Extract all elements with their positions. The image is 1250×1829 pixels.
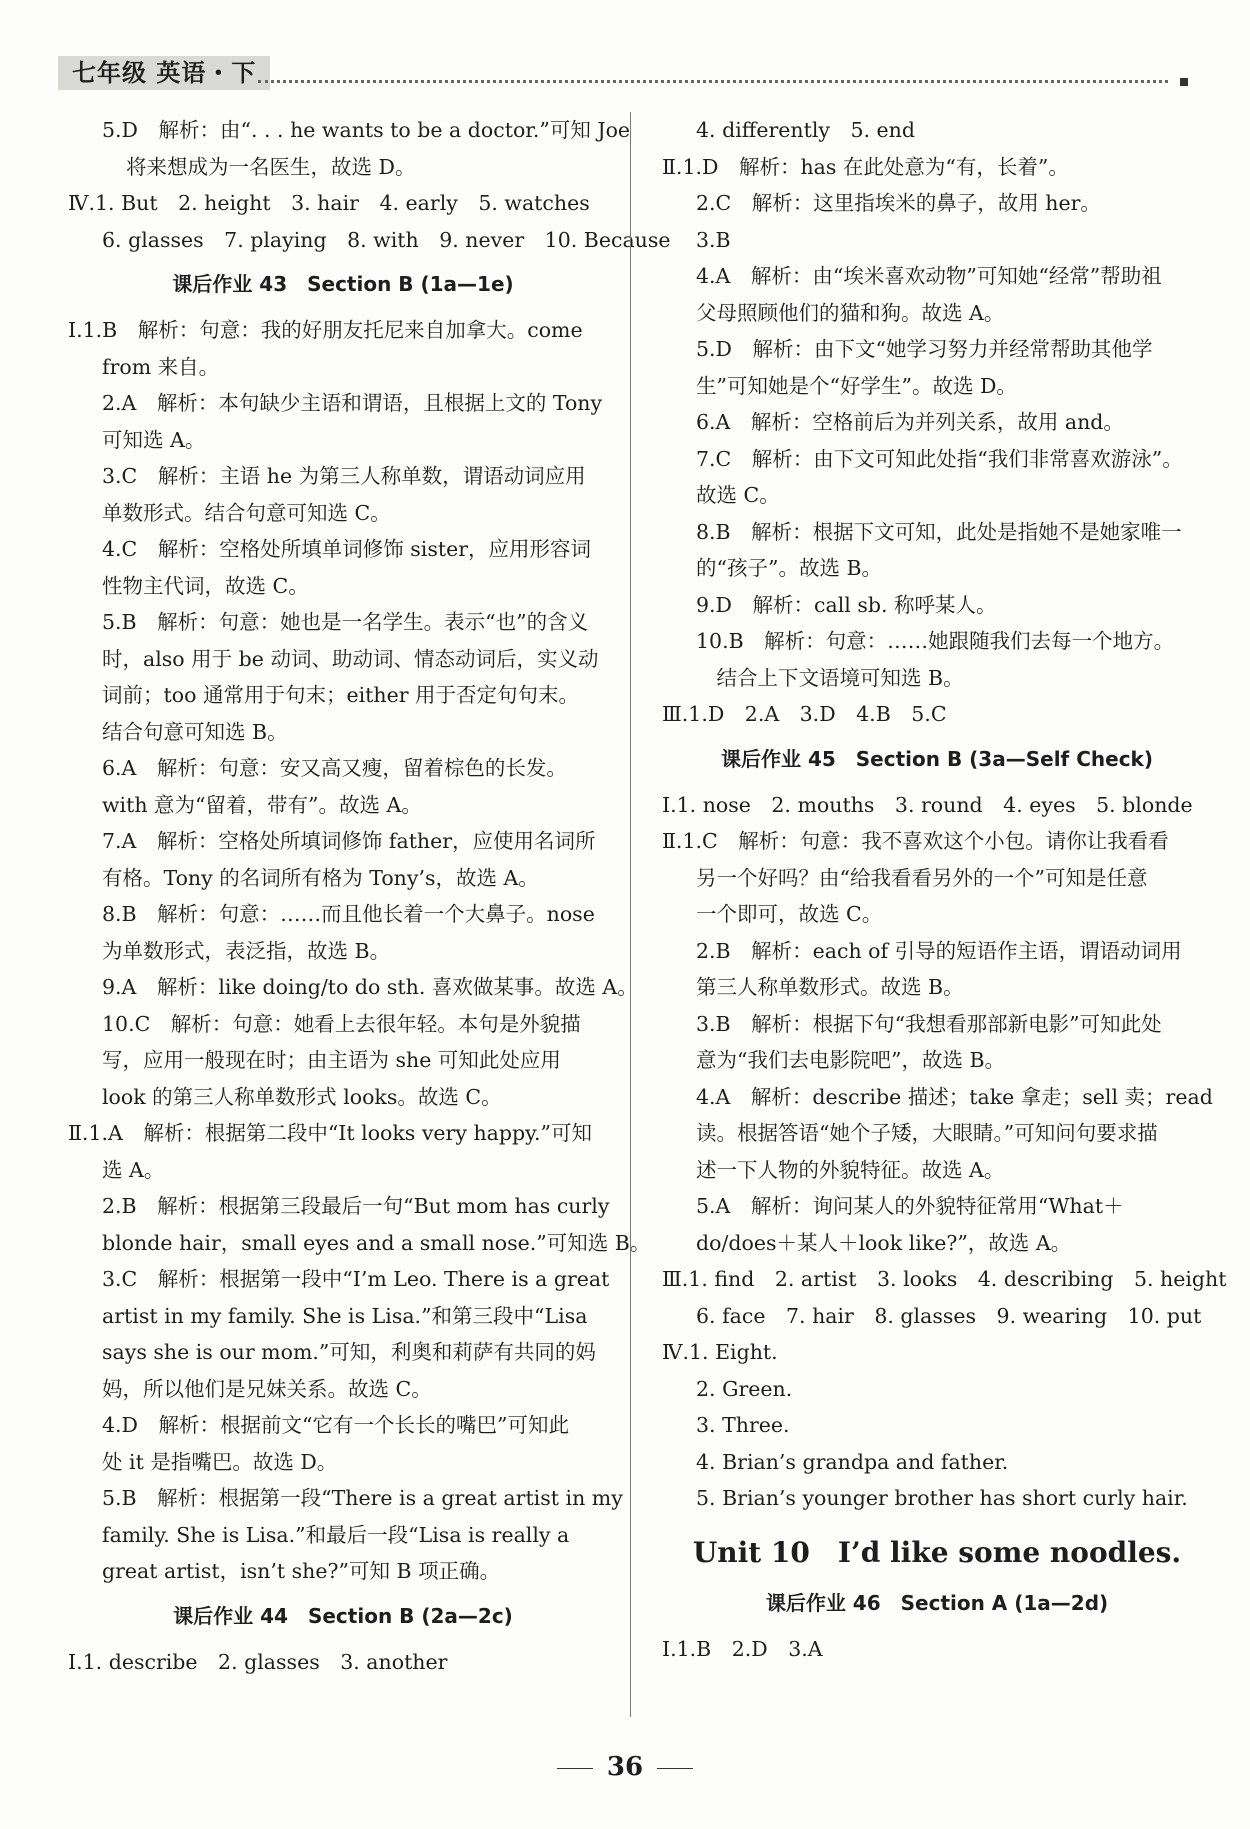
answer-line: Ⅰ.1. describe 2. glasses 3. another (68, 1649, 448, 1674)
answer-line: 6.A 解析：句意：安又高又瘦，留着棕色的长发。 (102, 756, 567, 780)
answer-line: 述一下人物的外貌特征。故选 A。 (696, 1157, 1005, 1182)
answer-line: 将来想成为一名医生，故选 D。 (126, 154, 416, 179)
answer-line: 4.D 解析：根据前文“它有一个长长的嘴巴”可知此 (102, 1413, 569, 1437)
answer-line: 第三人称单数形式。故选 B。 (696, 975, 964, 999)
answer-line: 的“孩子”。故选 B。 (696, 556, 883, 580)
answer-line: 5.A 解析：询问某人的外貌特征常用“What＋ (696, 1194, 1124, 1218)
answer-line: 3.C 解析：根据第一段中“I’m Leo. There is a great (102, 1267, 610, 1291)
answer-line: 7.C 解析：由下文可知此处指“我们非常喜欢游泳”。 (696, 446, 1183, 471)
answer-line: 5.B 解析：句意：她也是一名学生。表示“也”的含义 (102, 610, 589, 634)
answer-line: 读。根据答语“她个子矮，大眼睛。”可知问句要求描 (696, 1121, 1158, 1145)
answer-line: artist in my family. She is Lisa.”和第三段中“Lisa (102, 1303, 588, 1328)
right-column (662, 112, 1227, 1667)
page-number: 36 (606, 1752, 644, 1782)
section-heading: 课后作业 43 Section B (1a—1e) (172, 272, 514, 296)
answer-line: Ⅱ.1.D 解析：has 在此处意为“有，长着”。 (662, 154, 1069, 179)
section-heading: 课后作业 46 Section A (1a—2d) (765, 1590, 1109, 1615)
answer-line: 10.C 解析：句意：她看上去很年轻。本句是外貌描 (102, 1011, 581, 1036)
answer-line: 写，应用一般现在时；由主语为 she 可知此处应用 (102, 1048, 561, 1072)
answer-line: 父母照顾他们的猫和狗。故选 A。 (696, 300, 1005, 325)
answer-line: 3.C 解析：主语 he 为第三人称单数，谓语动词应用 (102, 464, 586, 488)
answer-line: Ⅰ.1.B 2.D 3.A (662, 1636, 823, 1661)
answer-line: 故选 C。 (696, 483, 780, 507)
answer-line: 有格。Tony 的名词所有格为 Tony’s，故选 A。 (102, 865, 539, 890)
unit-title: Unit 10 I’d like some noodles. (692, 1535, 1182, 1569)
answer-line: family. She is Lisa.”和最后一段“Lisa is really a (102, 1522, 570, 1547)
answer-line: 4.C 解析：空格处所填单词修饰 sister，应用形容词 (102, 537, 592, 561)
page-footer (0, 1752, 1250, 1782)
answer-line: 时，also 用于 be 动词、助动词、情态动词后，实义动 (102, 646, 599, 671)
header-dotted-rule (258, 80, 1168, 83)
column-divider (630, 112, 631, 1717)
answer-line: 6.A 解析：空格前后为并列关系，故用 and。 (696, 410, 1124, 434)
answer-line: Ⅲ.1. find 2. artist 3. looks 4. describing 5. height (662, 1267, 1227, 1291)
answer-line: 9.A 解析：like doing/to do sth. 喜欢做某事。故选 A。 (102, 975, 638, 999)
answer-line: Ⅱ.1.A 解析：根据第二段中“It looks very happy.”可知 (68, 1121, 592, 1145)
answer-line: 结合句意可知选 B。 (102, 719, 288, 744)
answer-line: Ⅲ.1.D 2.A 3.D 4.B 5.C (662, 702, 947, 726)
answer-line: Ⅳ.1. Eight. (662, 1340, 778, 1364)
answer-line: 2. Green. (696, 1376, 793, 1401)
answer-line: 5.D 解析：由“. . . he wants to be a doctor.”可知 Joe (102, 118, 631, 142)
answer-line: 2.A 解析：本句缺少主语和谓语，且根据上文的 Tony (102, 391, 603, 415)
answer-line: Ⅱ.1.C 解析：句意：我不喜欢这个小包。请你让我看看 (662, 829, 1169, 853)
answer-line: with 意为“留着，带有”。故选 A。 (102, 792, 422, 817)
footer-dash-left (557, 1768, 593, 1769)
answer-line: 8.B 解析：根据下文可知，此处是指她不是她家唯一 (696, 519, 1182, 544)
answer-line: 4.A 解析：由“埃米喜欢动物”可知她“经常”帮助祖 (696, 264, 1162, 288)
answer-line: 5. Brian’s younger brother has short curly hair. (696, 1486, 1188, 1510)
answer-line: 8.B 解析：句意：……而且他长着一个大鼻子。nose (102, 902, 595, 926)
answer-line: 4. Brian’s grandpa and father. (696, 1449, 1009, 1474)
answer-line: 生”可知她是个“好学生”。故选 D。 (696, 373, 1017, 398)
footer-dash-right (657, 1768, 693, 1769)
answer-line: from 来自。 (102, 354, 220, 379)
answer-line: 2.B 解析：each of 引导的短语作主语，谓语动词用 (696, 938, 1182, 963)
answer-line: 选 A。 (102, 1157, 165, 1182)
page-header (58, 56, 1188, 92)
answer-line: 9.D 解析：call sb. 称呼某人。 (696, 592, 997, 617)
answer-line: Ⅳ.1. But 2. height 3. hair 4. early 5. watches (68, 191, 590, 215)
section-heading: 课后作业 45 Section B (3a—Self Check) (720, 746, 1153, 771)
answer-line: great artist，isn’t she?”可知 B 项正确。 (102, 1559, 501, 1583)
answer-line: says she is our mom.”可知，利奥和莉萨有共同的妈 (102, 1340, 596, 1364)
answer-line: 10.B 解析：句意：……她跟随我们去每一个地方。 (696, 629, 1175, 653)
answer-line: 词前；too 通常用于句末；either 用于否定句句末。 (102, 683, 580, 707)
answer-line: 可知选 A。 (102, 427, 206, 452)
answer-line: 6. glasses 7. playing 8. with 9. never 10. Because (102, 227, 671, 252)
answer-line: 2.C 解析：这里指埃米的鼻子，故用 her。 (696, 191, 1101, 215)
answer-line: 性物主代词，故选 C。 (102, 573, 309, 598)
answer-line: look 的第三人称单数形式 looks。故选 C。 (102, 1084, 502, 1109)
answer-line: 处 it 是指嘴巴。故选 D。 (102, 1449, 338, 1474)
answer-line: 4.A 解析：describe 描述；take 拿走；sell 卖；read (696, 1084, 1213, 1109)
answer-line: Ⅰ.1. nose 2. mouths 3. round 4. eyes 5. blonde (662, 792, 1193, 817)
answer-line: 一个即可，故选 C。 (696, 902, 883, 926)
section-heading: 课后作业 44 Section B (2a—2c) (173, 1603, 513, 1628)
header-end-mark (1180, 78, 1188, 86)
answer-line: 5.B 解析：根据第一段“There is a great artist in my (102, 1486, 623, 1510)
answer-line: 3. Three. (696, 1413, 790, 1437)
answer-line: 5.D 解析：由下文“她学习努力并经常帮助其他学 (696, 337, 1153, 361)
answer-line: 意为“我们去电影院吧”，故选 B。 (696, 1048, 1006, 1072)
answer-line: 2.B 解析：根据第三段最后一句“But mom has curly (102, 1194, 610, 1218)
header-title: 七年级 英语・下 (58, 56, 270, 90)
answer-line: 单数形式。结合句意可知选 C。 (102, 500, 391, 525)
answer-line: 另一个好吗？由“给我看看另外的一个”可知是任意 (696, 865, 1148, 890)
left-column (68, 112, 671, 1680)
answer-line: 4. differently 5. end (696, 118, 915, 142)
answer-line: 妈，所以他们是兄妹关系。故选 C。 (102, 1376, 432, 1401)
answer-line: 7.A 解析：空格处所填词修饰 father，应使用名词所 (102, 829, 596, 853)
answer-line: 6. face 7. hair 8. glasses 9. wearing 10. put (696, 1303, 1202, 1328)
answer-line: 结合上下文语境可知选 B。 (696, 665, 964, 690)
answer-line: 3.B 解析：根据下句“我想看那部新电影”可知此处 (696, 1011, 1162, 1036)
answer-line: Ⅰ.1.B 解析：句意：我的好朋友托尼来自加拿大。come (68, 318, 583, 342)
answer-line: 3.B (696, 227, 731, 252)
answer-line: blonde hair，small eyes and a small nose.”可知选 B。 (102, 1230, 651, 1255)
answer-line: 为单数形式，表泛指，故选 B。 (102, 938, 391, 963)
answer-line: do/does＋某人＋look like?”，故选 A。 (696, 1230, 1072, 1255)
